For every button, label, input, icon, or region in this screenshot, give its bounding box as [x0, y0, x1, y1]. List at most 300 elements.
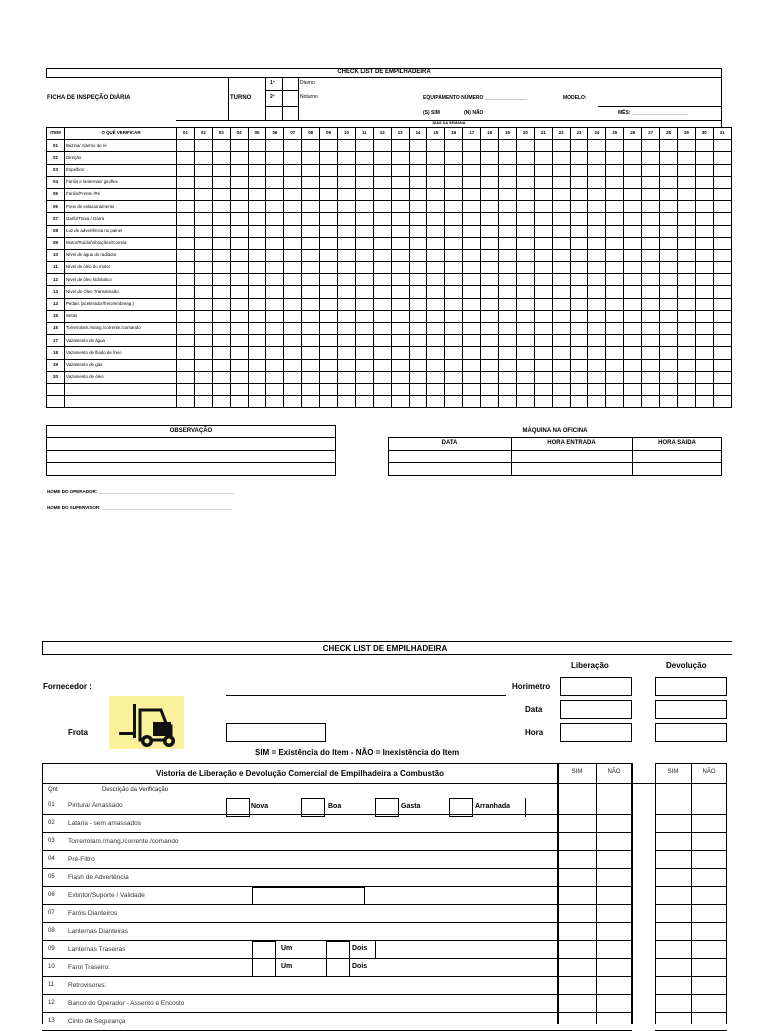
check-cell[interactable]	[373, 225, 391, 237]
check-cell[interactable]	[320, 164, 338, 176]
check-cell[interactable]	[695, 152, 713, 164]
check-cell[interactable]	[677, 262, 695, 274]
check-cell[interactable]	[534, 383, 552, 395]
check-cell[interactable]	[516, 347, 534, 359]
check-cell[interactable]	[516, 176, 534, 188]
check-cell[interactable]	[481, 237, 499, 249]
check-cell[interactable]	[570, 323, 588, 335]
check-cell[interactable]	[695, 383, 713, 395]
check-cell[interactable]	[320, 323, 338, 335]
check-cell[interactable]	[177, 262, 195, 274]
check-cell[interactable]	[338, 274, 356, 286]
check-cell[interactable]	[284, 188, 302, 200]
check-cell[interactable]	[248, 249, 266, 261]
check-cell[interactable]	[266, 383, 284, 395]
check-cell[interactable]	[230, 310, 248, 322]
check-cell[interactable]	[588, 298, 606, 310]
check-cell[interactable]	[713, 140, 731, 152]
check-cell[interactable]	[570, 225, 588, 237]
check-cell[interactable]	[427, 249, 445, 261]
check-cell[interactable]	[713, 225, 731, 237]
check-cell[interactable]	[355, 396, 373, 408]
check-cell[interactable]	[677, 188, 695, 200]
check-cell[interactable]	[624, 274, 642, 286]
check-cell[interactable]	[713, 152, 731, 164]
check-cell[interactable]	[338, 298, 356, 310]
check-cell[interactable]	[266, 298, 284, 310]
check-cell[interactable]	[338, 188, 356, 200]
check-cell[interactable]	[463, 225, 481, 237]
check-cell[interactable]	[248, 176, 266, 188]
check-cell[interactable]	[713, 237, 731, 249]
check-cell[interactable]	[570, 164, 588, 176]
check-cell[interactable]	[552, 176, 570, 188]
check-cell[interactable]	[642, 262, 660, 274]
check-cell[interactable]	[606, 201, 624, 213]
check-cell[interactable]	[570, 237, 588, 249]
check-cell[interactable]	[713, 164, 731, 176]
check-cell[interactable]	[534, 359, 552, 371]
check-cell[interactable]	[391, 213, 409, 225]
check-cell[interactable]	[481, 310, 499, 322]
check-cell[interactable]	[248, 298, 266, 310]
check-cell[interactable]	[516, 359, 534, 371]
check-cell[interactable]	[588, 323, 606, 335]
check-cell[interactable]	[355, 347, 373, 359]
check-cell[interactable]	[266, 140, 284, 152]
check-cell[interactable]	[284, 237, 302, 249]
check-cell[interactable]	[660, 164, 678, 176]
check-cell[interactable]	[409, 140, 427, 152]
check-cell[interactable]	[230, 213, 248, 225]
check-cell[interactable]	[427, 140, 445, 152]
check-cell[interactable]	[695, 359, 713, 371]
check-cell[interactable]	[427, 286, 445, 298]
check-cell[interactable]	[588, 152, 606, 164]
check-cell[interactable]	[391, 359, 409, 371]
check-cell[interactable]	[427, 359, 445, 371]
check-cell[interactable]	[194, 188, 212, 200]
check-cell[interactable]	[302, 225, 320, 237]
check-cell[interactable]	[534, 213, 552, 225]
check-cell[interactable]	[516, 237, 534, 249]
check-cell[interactable]	[463, 335, 481, 347]
check-cell[interactable]	[212, 298, 230, 310]
check-cell[interactable]	[373, 213, 391, 225]
check-cell[interactable]	[588, 335, 606, 347]
check-cell[interactable]	[588, 371, 606, 383]
check-cell[interactable]	[266, 201, 284, 213]
check-cell[interactable]	[445, 335, 463, 347]
check-cell[interactable]	[177, 237, 195, 249]
check-cell[interactable]	[499, 396, 517, 408]
check-cell[interactable]	[373, 371, 391, 383]
check-cell[interactable]	[391, 140, 409, 152]
check-cell[interactable]	[552, 274, 570, 286]
check-cell[interactable]	[713, 176, 731, 188]
check-cell[interactable]	[212, 213, 230, 225]
check-cell[interactable]	[624, 371, 642, 383]
check-cell[interactable]	[499, 347, 517, 359]
check-cell[interactable]	[266, 164, 284, 176]
check-cell[interactable]	[463, 213, 481, 225]
check-cell[interactable]	[624, 310, 642, 322]
check-cell[interactable]	[177, 383, 195, 395]
check-cell[interactable]	[284, 286, 302, 298]
check-cell[interactable]	[642, 140, 660, 152]
check-cell[interactable]	[302, 213, 320, 225]
check-cell[interactable]	[677, 286, 695, 298]
check-cell[interactable]	[570, 310, 588, 322]
check-cell[interactable]	[427, 323, 445, 335]
check-cell[interactable]	[499, 310, 517, 322]
check-cell[interactable]	[516, 140, 534, 152]
check-cell[interactable]	[642, 176, 660, 188]
check-cell[interactable]	[409, 213, 427, 225]
check-cell[interactable]	[230, 323, 248, 335]
check-cell[interactable]	[499, 152, 517, 164]
check-cell[interactable]	[570, 176, 588, 188]
check-cell[interactable]	[499, 164, 517, 176]
check-cell[interactable]	[338, 359, 356, 371]
check-cell[interactable]	[427, 176, 445, 188]
check-cell[interactable]	[266, 225, 284, 237]
check-cell[interactable]	[570, 188, 588, 200]
check-cell[interactable]	[481, 262, 499, 274]
check-cell[interactable]	[302, 274, 320, 286]
check-cell[interactable]	[230, 274, 248, 286]
check-cell[interactable]	[409, 201, 427, 213]
check-cell[interactable]	[302, 140, 320, 152]
check-cell[interactable]	[230, 237, 248, 249]
check-cell[interactable]	[338, 286, 356, 298]
check-cell[interactable]	[713, 323, 731, 335]
check-cell[interactable]	[445, 237, 463, 249]
check-cell[interactable]	[302, 164, 320, 176]
check-cell[interactable]	[463, 140, 481, 152]
check-cell[interactable]	[177, 213, 195, 225]
check-cell[interactable]	[695, 274, 713, 286]
check-cell[interactable]	[355, 140, 373, 152]
check-cell[interactable]	[588, 213, 606, 225]
check-cell[interactable]	[338, 335, 356, 347]
check-cell[interactable]	[427, 164, 445, 176]
check-cell[interactable]	[516, 383, 534, 395]
check-cell[interactable]	[284, 335, 302, 347]
check-cell[interactable]	[230, 335, 248, 347]
check-cell[interactable]	[588, 176, 606, 188]
check-cell[interactable]	[212, 152, 230, 164]
check-cell[interactable]	[481, 249, 499, 261]
check-cell[interactable]	[320, 383, 338, 395]
check-cell[interactable]	[481, 176, 499, 188]
check-cell[interactable]	[230, 262, 248, 274]
check-cell[interactable]	[463, 249, 481, 261]
check-cell[interactable]	[606, 176, 624, 188]
check-cell[interactable]	[302, 371, 320, 383]
check-cell[interactable]	[642, 152, 660, 164]
check-cell[interactable]	[660, 262, 678, 274]
check-cell[interactable]	[552, 140, 570, 152]
check-cell[interactable]	[212, 262, 230, 274]
check-cell[interactable]	[355, 164, 373, 176]
check-cell[interactable]	[373, 176, 391, 188]
check-cell[interactable]	[695, 262, 713, 274]
check-cell[interactable]	[660, 323, 678, 335]
check-cell[interactable]	[552, 371, 570, 383]
check-cell[interactable]	[248, 237, 266, 249]
check-cell[interactable]	[552, 383, 570, 395]
check-cell[interactable]	[445, 164, 463, 176]
check-cell[interactable]	[212, 359, 230, 371]
check-cell[interactable]	[177, 323, 195, 335]
check-cell[interactable]	[427, 347, 445, 359]
check-cell[interactable]	[320, 237, 338, 249]
check-cell[interactable]	[713, 383, 731, 395]
check-cell[interactable]	[266, 371, 284, 383]
check-cell[interactable]	[230, 396, 248, 408]
check-cell[interactable]	[230, 383, 248, 395]
check-cell[interactable]	[481, 347, 499, 359]
check-cell[interactable]	[445, 347, 463, 359]
check-cell[interactable]	[194, 274, 212, 286]
check-cell[interactable]	[266, 188, 284, 200]
check-cell[interactable]	[391, 225, 409, 237]
check-cell[interactable]	[713, 371, 731, 383]
check-cell[interactable]	[248, 188, 266, 200]
check-cell[interactable]	[516, 274, 534, 286]
check-cell[interactable]	[570, 152, 588, 164]
check-cell[interactable]	[695, 298, 713, 310]
check-cell[interactable]	[695, 249, 713, 261]
check-cell[interactable]	[516, 371, 534, 383]
check-cell[interactable]	[588, 225, 606, 237]
check-cell[interactable]	[212, 371, 230, 383]
check-cell[interactable]	[624, 213, 642, 225]
check-cell[interactable]	[373, 323, 391, 335]
check-cell[interactable]	[194, 164, 212, 176]
check-cell[interactable]	[463, 164, 481, 176]
check-cell[interactable]	[481, 164, 499, 176]
check-cell[interactable]	[409, 359, 427, 371]
check-cell[interactable]	[355, 249, 373, 261]
check-cell[interactable]	[248, 335, 266, 347]
check-cell[interactable]	[355, 176, 373, 188]
check-cell[interactable]	[624, 249, 642, 261]
check-cell[interactable]	[463, 310, 481, 322]
check-cell[interactable]	[284, 359, 302, 371]
check-cell[interactable]	[516, 262, 534, 274]
check-cell[interactable]	[552, 396, 570, 408]
check-cell[interactable]	[248, 225, 266, 237]
check-cell[interactable]	[373, 310, 391, 322]
check-cell[interactable]	[355, 152, 373, 164]
check-cell[interactable]	[499, 249, 517, 261]
check-cell[interactable]	[660, 213, 678, 225]
check-cell[interactable]	[391, 335, 409, 347]
check-cell[interactable]	[391, 176, 409, 188]
check-cell[interactable]	[516, 335, 534, 347]
check-cell[interactable]	[338, 323, 356, 335]
check-cell[interactable]	[660, 188, 678, 200]
check-cell[interactable]	[499, 176, 517, 188]
check-cell[interactable]	[552, 237, 570, 249]
check-cell[interactable]	[534, 323, 552, 335]
check-cell[interactable]	[373, 347, 391, 359]
check-cell[interactable]	[427, 188, 445, 200]
check-cell[interactable]	[445, 213, 463, 225]
check-cell[interactable]	[230, 347, 248, 359]
check-cell[interactable]	[516, 310, 534, 322]
check-cell[interactable]	[588, 396, 606, 408]
check-cell[interactable]	[624, 262, 642, 274]
check-cell[interactable]	[534, 310, 552, 322]
check-cell[interactable]	[320, 249, 338, 261]
check-cell[interactable]	[266, 396, 284, 408]
check-cell[interactable]	[230, 298, 248, 310]
check-cell[interactable]	[463, 359, 481, 371]
check-cell[interactable]	[248, 201, 266, 213]
check-cell[interactable]	[391, 310, 409, 322]
check-cell[interactable]	[391, 286, 409, 298]
check-cell[interactable]	[481, 201, 499, 213]
check-cell[interactable]	[677, 164, 695, 176]
check-cell[interactable]	[409, 323, 427, 335]
check-cell[interactable]	[320, 152, 338, 164]
check-cell[interactable]	[624, 140, 642, 152]
check-cell[interactable]	[534, 176, 552, 188]
check-cell[interactable]	[373, 140, 391, 152]
check-cell[interactable]	[570, 396, 588, 408]
check-cell[interactable]	[409, 164, 427, 176]
check-cell[interactable]	[445, 359, 463, 371]
check-cell[interactable]	[570, 298, 588, 310]
check-cell[interactable]	[266, 213, 284, 225]
check-cell[interactable]	[481, 274, 499, 286]
check-cell[interactable]	[642, 237, 660, 249]
check-cell[interactable]	[409, 262, 427, 274]
check-cell[interactable]	[355, 213, 373, 225]
check-cell[interactable]	[534, 201, 552, 213]
check-cell[interactable]	[606, 262, 624, 274]
check-cell[interactable]	[695, 188, 713, 200]
check-cell[interactable]	[677, 176, 695, 188]
check-cell[interactable]	[338, 152, 356, 164]
check-cell[interactable]	[445, 201, 463, 213]
check-cell[interactable]	[391, 274, 409, 286]
check-cell[interactable]	[338, 383, 356, 395]
check-cell[interactable]	[445, 176, 463, 188]
check-cell[interactable]	[552, 201, 570, 213]
check-cell[interactable]	[177, 371, 195, 383]
check-cell[interactable]	[534, 188, 552, 200]
check-cell[interactable]	[409, 286, 427, 298]
check-cell[interactable]	[445, 371, 463, 383]
check-cell[interactable]	[713, 359, 731, 371]
check-cell[interactable]	[463, 383, 481, 395]
check-cell[interactable]	[499, 237, 517, 249]
check-cell[interactable]	[606, 164, 624, 176]
check-cell[interactable]	[427, 274, 445, 286]
check-cell[interactable]	[606, 335, 624, 347]
check-cell[interactable]	[284, 383, 302, 395]
check-cell[interactable]	[499, 371, 517, 383]
check-cell[interactable]	[445, 310, 463, 322]
check-cell[interactable]	[373, 201, 391, 213]
check-cell[interactable]	[499, 298, 517, 310]
check-cell[interactable]	[677, 335, 695, 347]
check-cell[interactable]	[642, 347, 660, 359]
check-cell[interactable]	[606, 237, 624, 249]
check-cell[interactable]	[338, 201, 356, 213]
check-cell[interactable]	[677, 274, 695, 286]
check-cell[interactable]	[230, 249, 248, 261]
check-cell[interactable]	[606, 274, 624, 286]
check-cell[interactable]	[463, 396, 481, 408]
check-cell[interactable]	[212, 286, 230, 298]
check-cell[interactable]	[230, 140, 248, 152]
check-cell[interactable]	[230, 188, 248, 200]
check-cell[interactable]	[624, 396, 642, 408]
check-cell[interactable]	[391, 347, 409, 359]
check-cell[interactable]	[427, 262, 445, 274]
check-cell[interactable]	[248, 371, 266, 383]
check-cell[interactable]	[660, 237, 678, 249]
check-cell[interactable]	[230, 201, 248, 213]
check-cell[interactable]	[677, 225, 695, 237]
check-cell[interactable]	[534, 396, 552, 408]
check-cell[interactable]	[445, 225, 463, 237]
check-cell[interactable]	[606, 396, 624, 408]
check-cell[interactable]	[409, 152, 427, 164]
check-cell[interactable]	[695, 237, 713, 249]
check-cell[interactable]	[552, 359, 570, 371]
check-cell[interactable]	[445, 286, 463, 298]
check-cell[interactable]	[320, 396, 338, 408]
check-cell[interactable]	[248, 396, 266, 408]
check-cell[interactable]	[302, 237, 320, 249]
check-cell[interactable]	[320, 176, 338, 188]
check-cell[interactable]	[570, 201, 588, 213]
check-cell[interactable]	[481, 371, 499, 383]
check-cell[interactable]	[570, 359, 588, 371]
check-cell[interactable]	[427, 298, 445, 310]
check-cell[interactable]	[606, 213, 624, 225]
check-cell[interactable]	[516, 298, 534, 310]
horimetro-devolucao-input[interactable]	[655, 677, 727, 696]
check-cell[interactable]	[212, 201, 230, 213]
check-cell[interactable]	[552, 335, 570, 347]
check-cell[interactable]	[660, 176, 678, 188]
check-cell[interactable]	[177, 152, 195, 164]
check-cell[interactable]	[606, 359, 624, 371]
check-cell[interactable]	[194, 213, 212, 225]
check-cell[interactable]	[552, 298, 570, 310]
data-devolucao-input[interactable]	[655, 700, 727, 719]
check-cell[interactable]	[194, 176, 212, 188]
check-cell[interactable]	[230, 164, 248, 176]
check-cell[interactable]	[194, 298, 212, 310]
check-cell[interactable]	[248, 286, 266, 298]
check-cell[interactable]	[642, 188, 660, 200]
check-cell[interactable]	[642, 286, 660, 298]
check-cell[interactable]	[570, 140, 588, 152]
check-cell[interactable]	[534, 347, 552, 359]
check-cell[interactable]	[266, 176, 284, 188]
check-cell[interactable]	[463, 262, 481, 274]
check-cell[interactable]	[302, 396, 320, 408]
check-cell[interactable]	[409, 310, 427, 322]
